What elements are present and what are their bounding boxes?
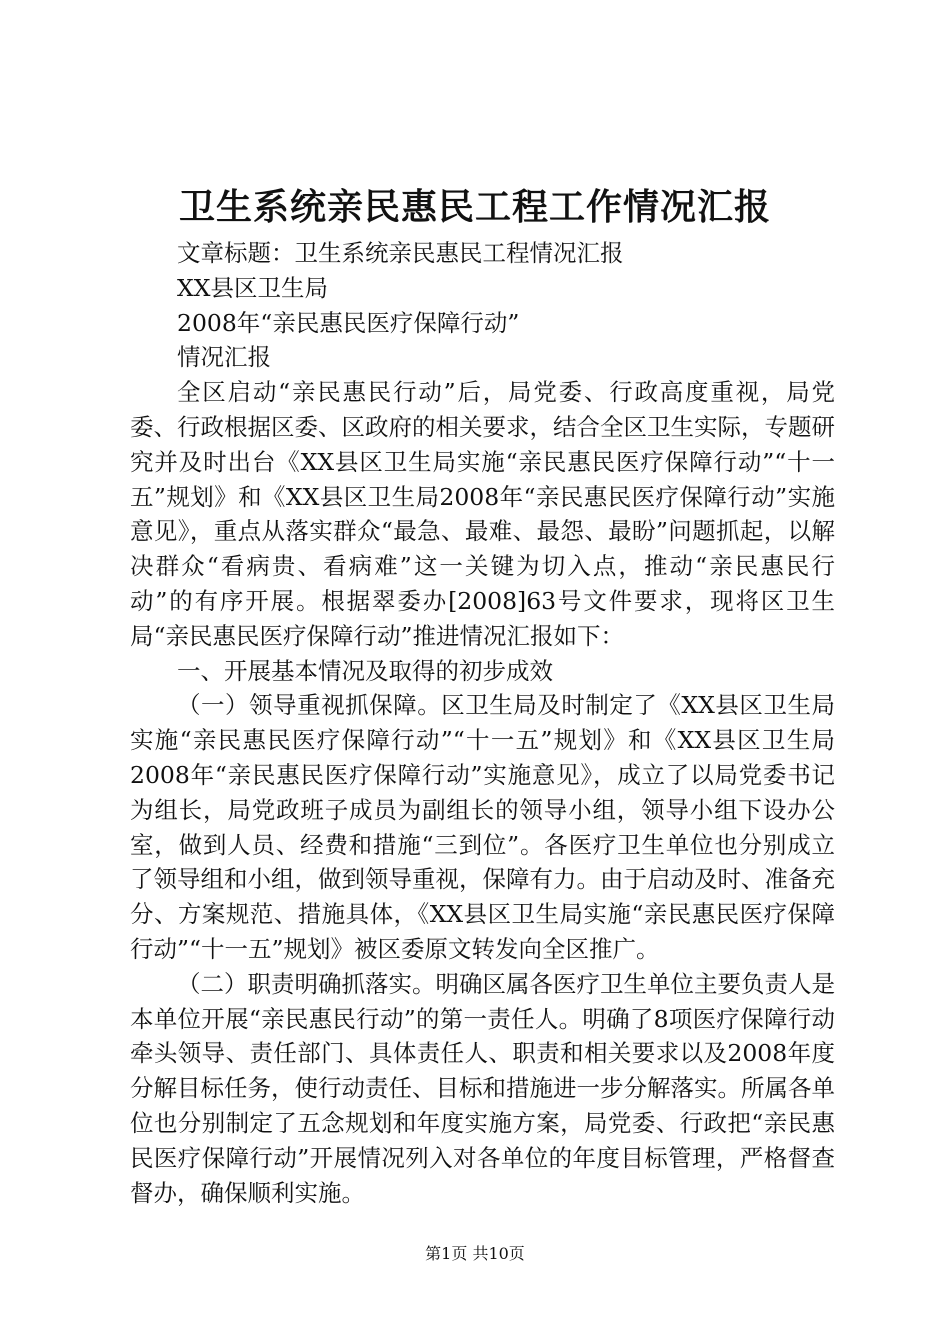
subtitle-line: 2008年“亲民惠民医疗保障行动”	[177, 308, 520, 337]
document-body	[130, 236, 835, 1210]
section-heading-1: 一、开展基本情况及取得的初步成效	[177, 656, 553, 685]
body-paragraph-intro: 全区启动“亲民惠民行动”后，局党委、行政高度重视，局党委、行政根据区委、区政府的相关要求，结合全区卫生实际，专题研究并及时出台《XX县区卫生局实施“亲民惠民医疗保障行动”“十一五”规划》和《XX县区卫生局2008年“亲民惠民医疗保障行动”实施意见》，重点从落实群众“最急、最难、最怨、最盼”问题抓起，以解决群众“看病贵、看病难”这一关键为切入点，推动“亲民惠民行动”的有序开展。根据翠委办[2008]63号文件要求，现将区卫生局“亲民惠民医疗保障行动”推进情况汇报如下：	[130, 378, 835, 650]
page-footer: 第1页 共10页	[425, 1244, 525, 1263]
body-paragraph-responsibility: （二）职责明确抓落实。明确区属各医疗卫生单位主要负责人是本单位开展“亲民惠民行动”的第一责任人。明确了8项医疗保障行动牵头领导、责任部门、具体责任人、职责和相关要求以及2008年度分解目标任务，使行动责任、目标和措施进一步分解落实。所属各单位也分别制定了五念规划和年度实施方案，局党委、行政把“亲民惠民医疗保障行动”开展情况列入对各单位的年度目标管理，严格督查督办，确保顺利实施。	[130, 969, 835, 1207]
document-title: 卫生系统亲民惠民工程工作情况汇报	[178, 186, 771, 228]
body-paragraph-leadership: （一）领导重视抓保障。区卫生局及时制定了《XX县区卫生局实施“亲民惠民医疗保障行动”“十一五”规划》和《XX县区卫生局2008年“亲民惠民医疗保障行动”实施意见》，成立了以局党委书记为组长，局党政班子成员为副组长的领导小组，领导小组下设办公室，做到人员、经费和措施“三到位”。各医疗卫生单位也分别成立了领导组和小组，做到领导重视，保障有力。由于启动及时、准备充分、方案规范、措施具体，《XX县区卫生局实施“亲民惠民医疗保障行动”“十一五”规划》被区委原文转发向全区推广。	[130, 691, 835, 963]
article-title-line: 文章标题：卫生系统亲民惠民工程情况汇报	[177, 239, 624, 267]
report-label-line: 情况汇报	[177, 343, 271, 372]
author-line: XX县区卫生局	[177, 273, 328, 302]
